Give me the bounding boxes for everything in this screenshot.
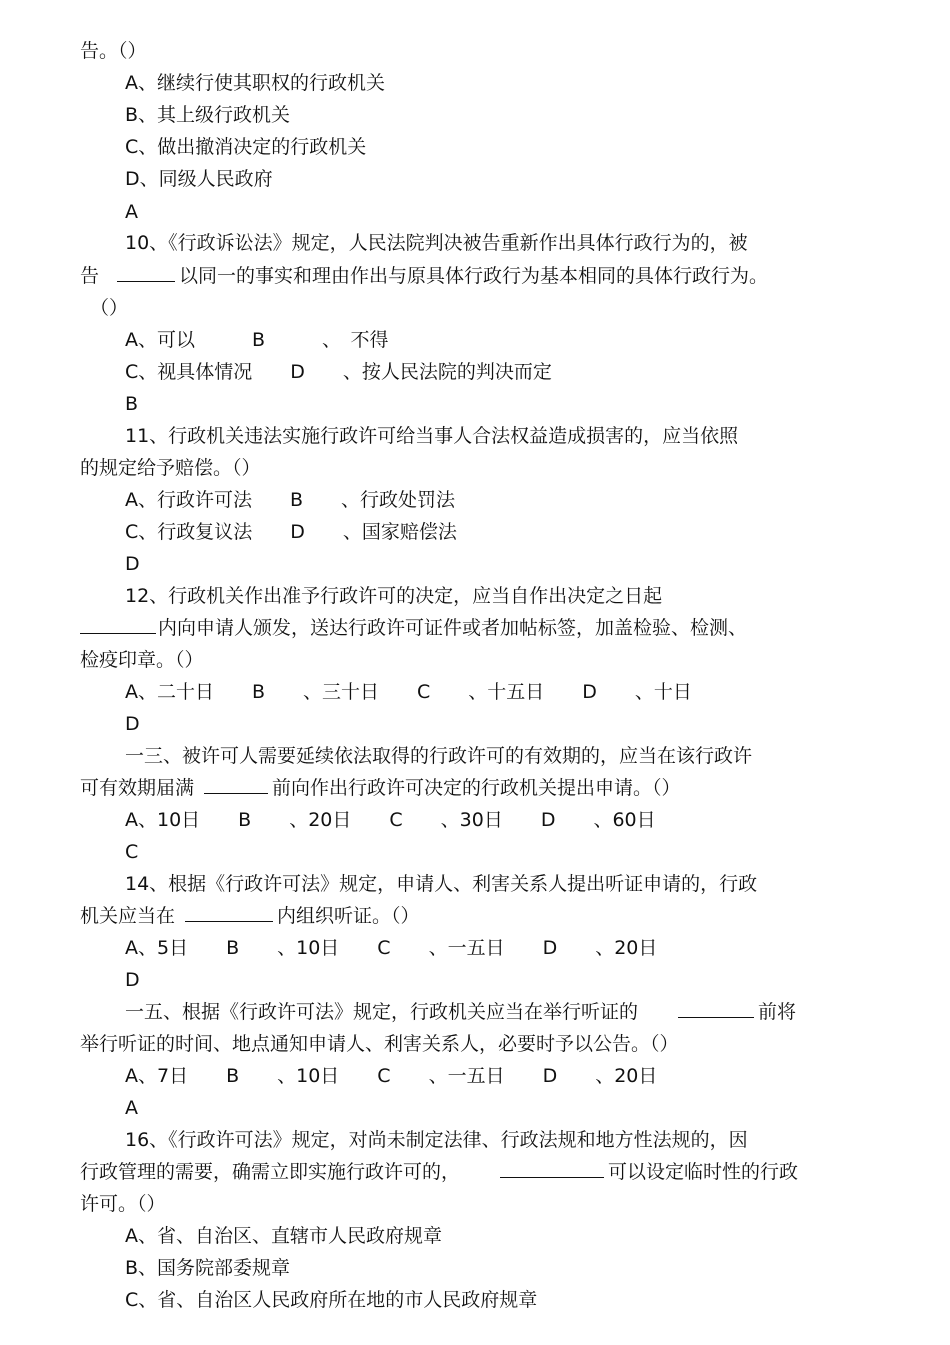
text-line bbox=[80, 263, 768, 289]
text-line: 举行听证的时间、地点通知申请人、利害关系人，必要时予以公告。（） bbox=[80, 1033, 679, 1055]
fill-blank bbox=[204, 775, 268, 794]
text-fragment: 行政管理的需要，确需立即实施行政许可的， bbox=[80, 1161, 461, 1183]
answer-line: B bbox=[125, 393, 139, 415]
text-line: 检疫印章。（） bbox=[80, 649, 204, 671]
text-line bbox=[80, 775, 681, 801]
option-line: C、做出撤消决定的行政机关 bbox=[125, 136, 367, 158]
option-line: A、继续行使其职权的行政机关 bbox=[125, 72, 385, 94]
text-fragment: 以同一的事实和理由作出与原具体行政行为基本相同的具体行政行为。 bbox=[179, 265, 769, 287]
fill-blank bbox=[185, 903, 273, 922]
answer-line: D bbox=[125, 713, 140, 735]
text-fragment: 一五、根据《行政许可法》规定，行政机关应当在举行听证的 bbox=[125, 1001, 639, 1023]
option-line: C、视具体情况 D 、按人民法院的判决而定 bbox=[125, 361, 552, 383]
answer-line: D bbox=[125, 969, 140, 991]
question-12: 12、行政机关作出准予行政许可的决定，应当自作出决定之日起 bbox=[125, 585, 663, 607]
option-line: B、其上级行政机关 bbox=[125, 104, 291, 126]
text-fragment: 可有效期届满 bbox=[80, 777, 195, 799]
fill-blank bbox=[80, 615, 156, 634]
text-fragment: 内向申请人颁发，送达行政许可证件或者加帖标签，加盖检验、检测、 bbox=[158, 617, 748, 639]
option-line: A、省、自治区、直辖市人民政府规章 bbox=[125, 1225, 442, 1247]
question-10: 10、《行政诉讼法》规定，人民法院判决被告重新作出具体行政行为的，被 bbox=[125, 232, 748, 254]
text-fragment: 可以设定临时性的行政 bbox=[608, 1161, 799, 1183]
fill-blank bbox=[678, 999, 754, 1018]
option-line: A、行政许可法 B 、行政处罚法 bbox=[125, 489, 456, 511]
text-line bbox=[80, 1159, 798, 1185]
answer-line: C bbox=[125, 841, 139, 863]
text-fragment: 内组织听证。（） bbox=[277, 905, 420, 927]
answer-line: A bbox=[125, 201, 138, 223]
question-15 bbox=[125, 999, 796, 1025]
text-fragment: 前向作出行政许可决定的行政机关提出申请。（） bbox=[272, 777, 681, 799]
question-11: 11、行政机关违法实施行政许可给当事人合法权益造成损害的，应当依照 bbox=[125, 425, 739, 447]
option-line: B、国务院部委规章 bbox=[125, 1257, 291, 1279]
option-line: A、5日 B 、10日 C 、一五日 D 、20日 bbox=[125, 937, 658, 959]
text-line bbox=[80, 615, 747, 641]
text-line bbox=[80, 903, 420, 929]
option-line: A、10日 B 、20日 C 、30日 D 、60日 bbox=[125, 809, 656, 831]
fill-blank bbox=[500, 1159, 604, 1178]
fill-blank bbox=[117, 263, 175, 282]
option-line: C、行政复议法 D 、国家赔偿法 bbox=[125, 521, 457, 543]
text-line: （） bbox=[90, 297, 129, 319]
question-13: 一三、被许可人需要延续依法取得的行政许可的有效期的，应当在该行政许 bbox=[125, 745, 753, 767]
option-line: A、二十日 B 、三十日 C 、十五日 D 、十日 bbox=[125, 681, 692, 703]
option-line: A、7日 B 、10日 C 、一五日 D 、20日 bbox=[125, 1065, 658, 1087]
option-line: C、省、自治区人民政府所在地的市人民政府规章 bbox=[125, 1289, 538, 1311]
option-line: D、同级人民政府 bbox=[125, 168, 273, 190]
question-16: 16、《行政许可法》规定，对尚未制定法律、行政法规和地方性法规的，因 bbox=[125, 1129, 748, 1151]
question-14: 14、根据《行政许可法》规定，申请人、利害关系人提出听证申请的，行政 bbox=[125, 873, 758, 895]
option-line: A、可以 B 、 不得 bbox=[125, 329, 389, 351]
text-fragment: 机关应当在 bbox=[80, 905, 176, 927]
answer-line: D bbox=[125, 553, 140, 575]
text-line: 告。（） bbox=[80, 40, 147, 62]
text-fragment: 前将 bbox=[758, 1001, 797, 1023]
text-fragment: 告 bbox=[80, 265, 100, 287]
text-line: 的规定给予赔偿。（） bbox=[80, 457, 261, 479]
text-line: 许可。（） bbox=[80, 1193, 166, 1215]
answer-line: A bbox=[125, 1097, 138, 1119]
